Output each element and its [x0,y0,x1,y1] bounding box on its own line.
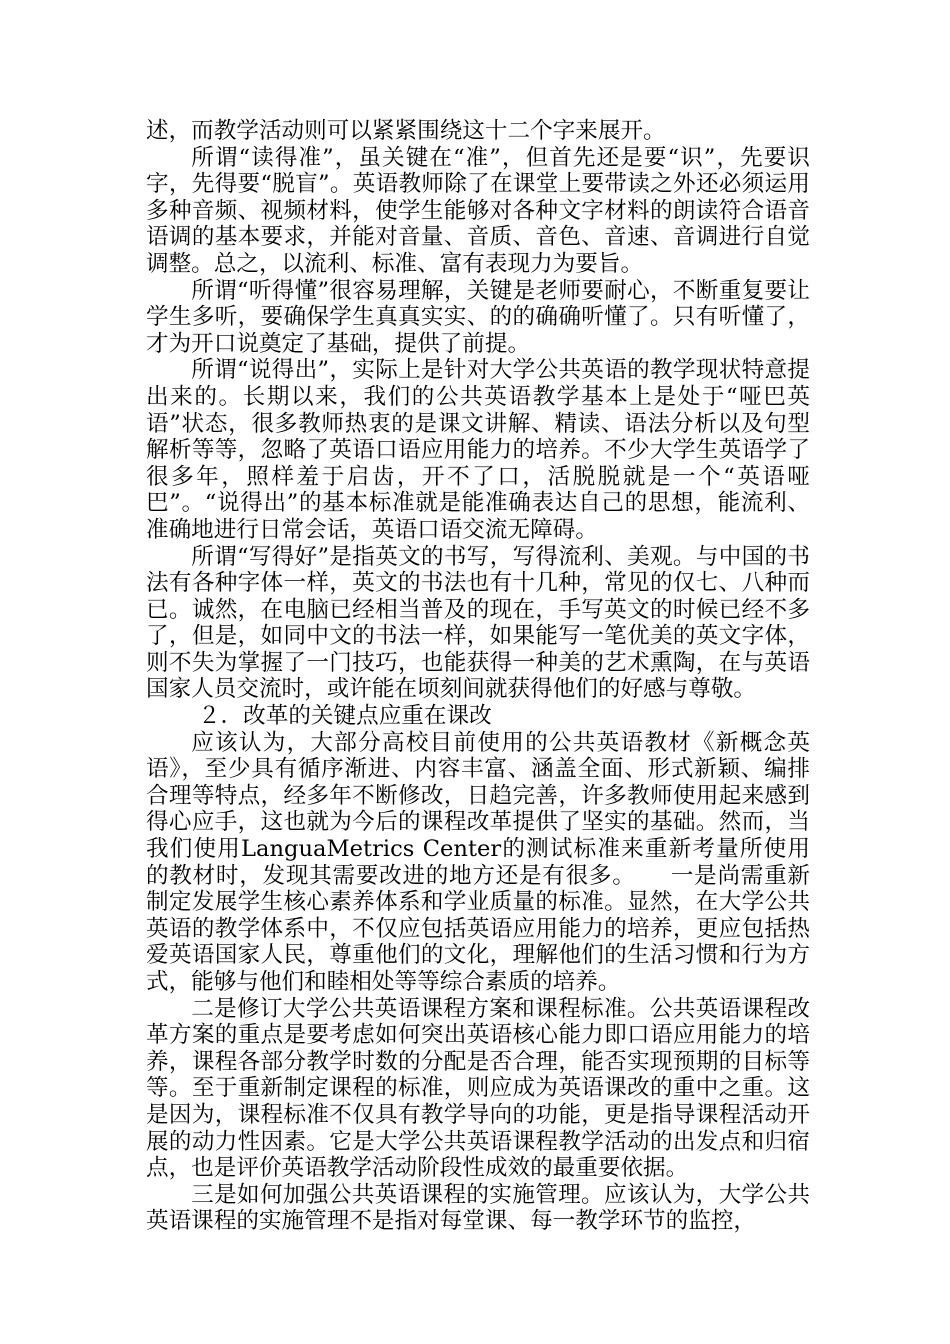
paragraph-write-well: 所谓“写得好”是指英文的书写，写得流利、美观。与中国的书法有各种字体一样，英文的书法也有十几种，常见的仅七、八种而已。诚然，在电脑已经相当普及的现在，手写英文的时候已经不多了，但是，如同中文的书法一样，如果能写一笔优美的英文字体，则不失为掌握了一门技巧，也能获得一种美的艺术熏陶，在与英语国家人员交流时，或许能在顷刻间就获得他们的好感与尊敬。 [146,543,810,703]
paragraph-read-accurately: 所谓“读得准”，虽关键在“准”，但首先还是要“识”，先要识字，先得要“脱盲”。英语教师除了在课堂上要带读之外还必须运用多种音频、视频材料，使学生能够对各种文字材料的朗读符合语音语调的基本要求，并能对音量、音质、音色、音速、音调进行自觉调整。总之，以流利、标准、富有表现力为要旨。 [146,144,810,277]
paragraph-curriculum-reform: 应该认为，大部分高校目前使用的公共英语教材《新概念英语》，至少具有循序渐进、内容丰富、涵盖全面、形式新颖、编排合理等特点，经多年不断修改，日趋完善，许多教师使用起来感到得心应手，这也就为今后的课程改革提供了坚实的基础。然而，当我们使用LanguaMetrics Center的测试标准来重新考量所使用的教材时，发现其需要改进的地方还是有很多。 一是尚需重新制定发展学生核心素养体系和学业质量的标准。显然，在大学公共英语的教学体系中，不仅应包括英语应用能力的培养，更应包括热爱英语国家人民，尊重他们的文化，理解他们的生活习惯和行为方式，能够与他们和睦相处等等综合素质的培养。 [146,729,810,995]
paragraph-implementation-management: 三是如何加强公共英语课程的实施管理。应该认为，大学公共英语课程的实施管理不是指对每堂课、每一教学环节的监控， [146,1181,810,1235]
section-heading: ２．改革的关键点应重在课改 [197,703,492,730]
paragraph-revise-standards: 二是修订大学公共英语课程方案和课程标准。公共英语课程改革方案的重点是要考虑如何突出英语核心能力即口语应用能力的培养，课程各部分教学时数的分配是否合理，能否实现预期的目标等等。至于重新制定课程的标准，则应成为英语课改的重中之重。这是因为，课程标准不仅具有教学导向的功能，更是指导课程活动开展的动力性因素。它是大学公共英语课程教学活动的出发点和归宿点，也是评价英语教学活动阶段性成效的最重要依据。 [146,995,810,1182]
paragraph-continuation: 述，而教学活动则可以紧紧围绕这十二个字来展开。 [146,118,666,144]
paragraph-speak-out: 所谓“说得出”，实际上是针对大学公共英语的教学现状特意提出来的。长期以来，我们的公共英语教学基本上是处于“哑巴英语”状态，很多教师热衷的是课文讲解、精读、语法分析以及句型解析等等，忽略了英语口语应用能力的培养。不少大学生英语学了很多年，照样羞于启齿，开不了口，活脱脱就是一个“英语哑巴”。“说得出”的基本标准就是能准确表达自己的思想，能流利、准确地进行日常会话，英语口语交流无障碍。 [146,357,810,543]
paragraph-listen-understand: 所谓“听得懂”很容易理解，关键是老师要耐心，不断重复要让学生多听，要确保学生真真实实、的的确确听懂了。只有听懂了，才为开口说奠定了基础，提供了前提。 [146,277,810,357]
document-body [146,118,810,1235]
